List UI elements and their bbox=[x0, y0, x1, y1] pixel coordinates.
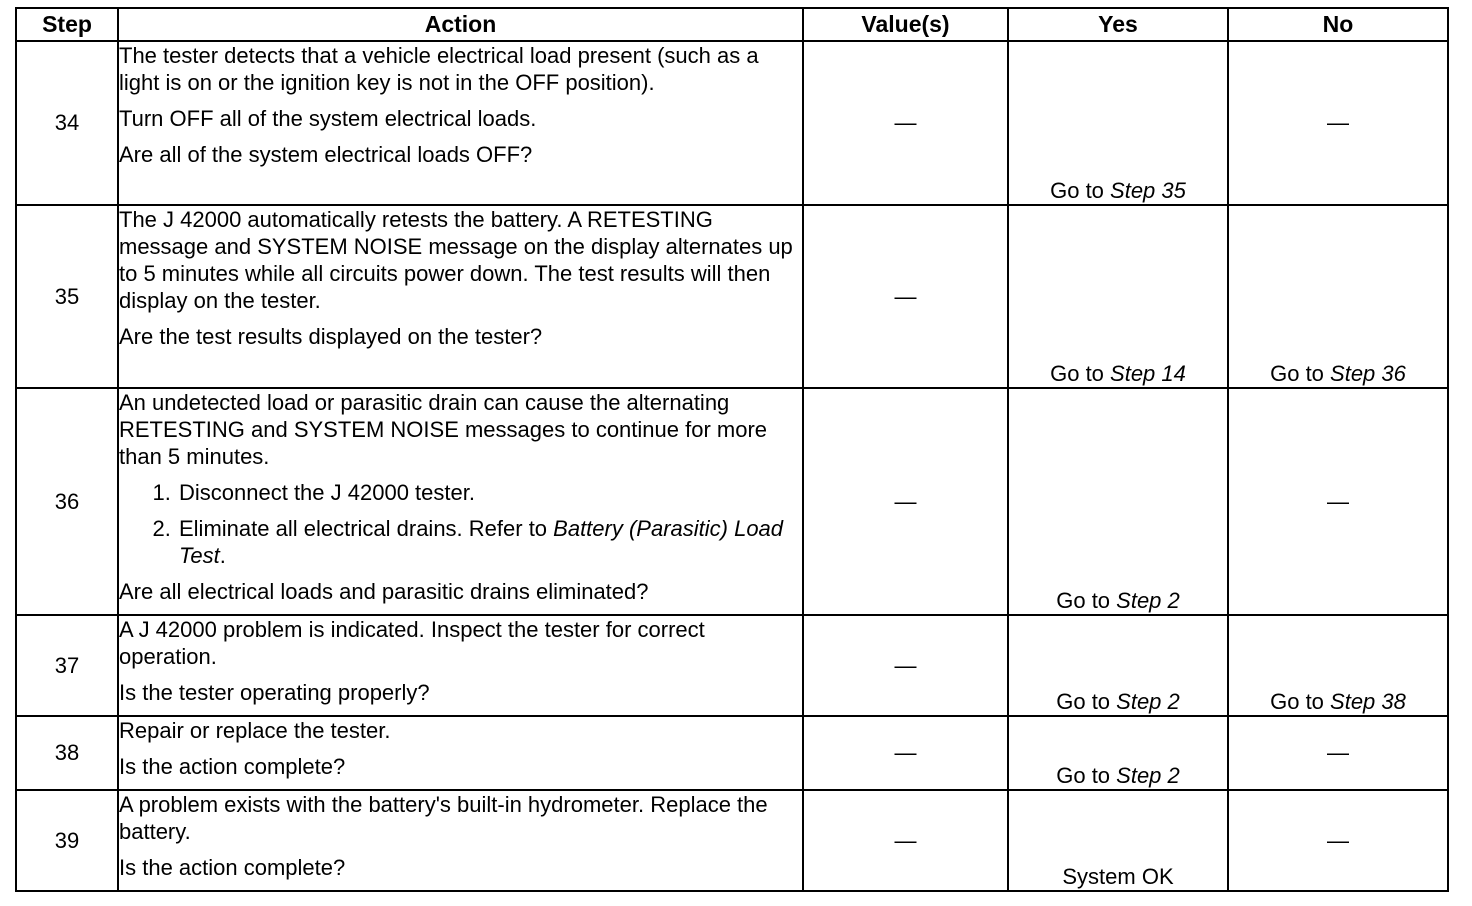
no-cell: — bbox=[1228, 716, 1448, 790]
table-row bbox=[16, 41, 1448, 205]
no-cell: — bbox=[1228, 41, 1448, 205]
step-number: 34 bbox=[16, 41, 118, 205]
action-text: Turn OFF all of the system electrical loads. bbox=[119, 106, 537, 131]
item-text-end: . bbox=[219, 543, 226, 568]
value-cell: — bbox=[803, 388, 1008, 615]
no-prefix: Go to bbox=[1270, 689, 1331, 714]
header-no: No bbox=[1228, 8, 1448, 41]
action-question: Is the action complete? bbox=[119, 855, 346, 880]
action-question: Is the action complete? bbox=[119, 754, 346, 779]
action-steps-list bbox=[119, 479, 802, 569]
header-row bbox=[16, 8, 1448, 41]
no-cell bbox=[1228, 205, 1448, 388]
action-cell bbox=[118, 615, 803, 716]
no-prefix: Go to bbox=[1270, 361, 1331, 386]
value-cell: — bbox=[803, 615, 1008, 716]
value-cell: — bbox=[803, 716, 1008, 790]
action-cell bbox=[118, 41, 803, 205]
header-action: Action bbox=[118, 8, 803, 41]
action-question: Is the tester operating properly? bbox=[119, 680, 430, 705]
action-cell bbox=[118, 205, 803, 388]
step-number: 35 bbox=[16, 205, 118, 388]
no-cell bbox=[1228, 615, 1448, 716]
yes-prefix: Go to bbox=[1050, 178, 1111, 203]
yes-cell bbox=[1008, 41, 1228, 205]
table-row bbox=[16, 205, 1448, 388]
step-number: 39 bbox=[16, 790, 118, 891]
action-text: An undetected load or parasitic drain can cause the alternating RETESTING and SYSTEM NOISE messages to continue for more than 5 minutes. bbox=[119, 390, 768, 469]
yes-cell bbox=[1008, 205, 1228, 388]
yes-prefix: Go to bbox=[1056, 763, 1117, 788]
yes-step-ref: Step 2 bbox=[1116, 689, 1180, 714]
no-step-ref: Step 38 bbox=[1330, 689, 1406, 714]
action-text: The tester detects that a vehicle electrical load present (such as a light is on or the ignition key is not in the OFF position). bbox=[119, 43, 759, 95]
yes-cell: System OK bbox=[1008, 790, 1228, 891]
table-row bbox=[16, 790, 1448, 891]
action-text: A J 42000 problem is indicated. Inspect the tester for correct operation. bbox=[119, 617, 705, 669]
yes-step-ref: Step 14 bbox=[1110, 361, 1186, 386]
action-text: The J 42000 automatically retests the battery. A RETESTING message and SYSTEM NOISE message on the display alternates up to 5 minutes while all circuits power down. The test results will then display on the tester. bbox=[119, 207, 793, 313]
yes-cell bbox=[1008, 388, 1228, 615]
value-cell: — bbox=[803, 790, 1008, 891]
yes-cell bbox=[1008, 615, 1228, 716]
header-values: Value(s) bbox=[803, 8, 1008, 41]
list-item bbox=[177, 515, 802, 569]
yes-cell bbox=[1008, 716, 1228, 790]
action-cell bbox=[118, 790, 803, 891]
no-cell: — bbox=[1228, 790, 1448, 891]
yes-step-ref: Step 2 bbox=[1116, 763, 1180, 788]
value-cell: — bbox=[803, 205, 1008, 388]
table-row bbox=[16, 615, 1448, 716]
no-step-ref: Step 36 bbox=[1330, 361, 1406, 386]
yes-step-ref: Step 35 bbox=[1110, 178, 1186, 203]
action-question: Are all of the system electrical loads OFF? bbox=[119, 142, 533, 167]
value-cell: — bbox=[803, 41, 1008, 205]
action-cell bbox=[118, 716, 803, 790]
action-cell bbox=[118, 388, 803, 615]
table-row bbox=[16, 388, 1448, 615]
action-text: Repair or replace the tester. bbox=[119, 718, 391, 743]
step-number: 38 bbox=[16, 716, 118, 790]
table-row bbox=[16, 716, 1448, 790]
item-text: Eliminate all electrical drains. Refer to bbox=[179, 516, 554, 541]
yes-prefix: Go to bbox=[1056, 588, 1117, 613]
yes-step-ref: Step 2 bbox=[1116, 588, 1180, 613]
yes-prefix: Go to bbox=[1050, 361, 1111, 386]
diagnostic-table bbox=[15, 7, 1449, 892]
step-number: 36 bbox=[16, 388, 118, 615]
action-question: Are all electrical loads and parasitic drains eliminated? bbox=[119, 579, 649, 604]
header-step: Step bbox=[16, 8, 118, 41]
procedure-ref: Battery (Parasitic) Load Test bbox=[179, 516, 784, 568]
action-question: Are the test results displayed on the tester? bbox=[119, 324, 543, 349]
yes-prefix: Go to bbox=[1056, 689, 1117, 714]
action-text: A problem exists with the battery's built-in hydrometer. Replace the battery. bbox=[119, 792, 768, 844]
step-number: 37 bbox=[16, 615, 118, 716]
header-yes: Yes bbox=[1008, 8, 1228, 41]
list-item: 1. Disconnect the J 42000 tester. bbox=[177, 479, 802, 506]
no-cell: — bbox=[1228, 388, 1448, 615]
